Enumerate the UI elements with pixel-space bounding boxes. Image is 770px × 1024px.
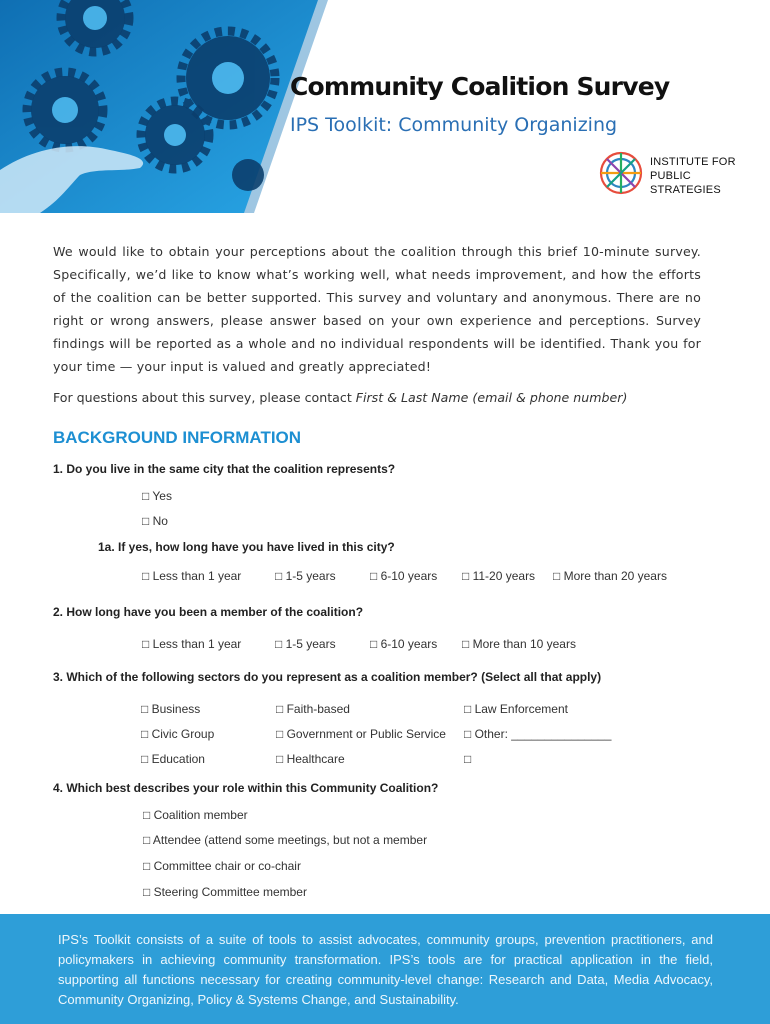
option-6-10-years[interactable]: □ 6-10 years (370, 569, 438, 583)
question-1a: 1a. If yes, how long have you have lived in this city? (98, 540, 395, 554)
question-4: 4. Which best describes your role within this Community Coalition? (53, 781, 439, 795)
option-government[interactable]: □ Government or Public Service (276, 727, 446, 741)
option-blank[interactable]: □ (464, 752, 472, 766)
question-3: 3. Which of the following sectors do you represent as a coalition member? (Select all that apply) (53, 670, 602, 684)
intro-paragraph: We would like to obtain your perceptions about the coalition through this brief 10-minute survey. Specifically, we’d like to know what’s working well, what needs improvement, and how the efforts of the coalition can be better supported. This survey and voluntary and anonymous. There are no right or wrong answers, please answer based on your own experience and perceptions. Survey findings will be reported as a whole and no individual respondents will be identified. Thank you for your time — your input is valued and greatly appreciated! (53, 244, 701, 374)
page-title: Community Coalition Survey (290, 72, 670, 101)
option-less-than-1-year[interactable]: □ Less than 1 year (142, 569, 242, 583)
option-1-5-years[interactable]: □ 1-5 years (275, 569, 336, 583)
option-yes[interactable]: □ Yes (142, 489, 172, 503)
option-healthcare[interactable]: □ Healthcare (276, 752, 345, 766)
footer-banner (0, 914, 770, 1024)
question-2: 2. How long have you been a member of the coalition? (53, 605, 364, 619)
option-11-20-years[interactable]: □ 11-20 years (462, 569, 536, 583)
option-1-5-years[interactable]: □ 1-5 years (275, 637, 336, 651)
contact-name: First & Last Name (email & phone number) (355, 390, 628, 405)
option-coalition-member[interactable]: □ Coalition member (143, 808, 248, 822)
option-education[interactable]: □ Education (141, 752, 205, 766)
option-attendee[interactable]: □ Attendee (attend some meetings, but not a member (143, 833, 428, 847)
option-no[interactable]: □ No (142, 514, 168, 528)
page-subtitle: IPS Toolkit: Community Organizing (290, 114, 618, 136)
contact-prefix: For questions about this survey, please contact (53, 390, 356, 405)
option-more-than-20-years[interactable]: □ More than 20 years (553, 569, 667, 583)
logo-line: INSTITUTE FOR (650, 156, 736, 168)
ips-logo (598, 150, 758, 202)
footer-text: IPS’s Toolkit consists of a suite of tools to assist advocates, community groups, prevention practitioners, and policymakers in achieving community transformation. IPS’s tools are for practical application in the field, supporting all functions necessary for creating community-level change: Research and Data, Media Advocacy, Community Organizing, Policy & Systems Change, and Sustainability. (58, 932, 713, 1007)
logo-line: STRATEGIES (650, 184, 721, 196)
option-other[interactable]: □ Other: _______________ (464, 727, 612, 741)
option-less-than-1-year[interactable]: □ Less than 1 year (142, 637, 242, 651)
option-more-than-10-years[interactable]: □ More than 10 years (462, 637, 576, 651)
option-6-10-years[interactable]: □ 6-10 years (370, 637, 438, 651)
logo-line: PUBLIC (650, 170, 691, 182)
option-business[interactable]: □ Business (141, 702, 201, 716)
question-1: 1. Do you live in the same city that the coalition represents? (53, 462, 396, 476)
logo-text (650, 155, 736, 197)
option-civic-group[interactable]: □ Civic Group (141, 727, 215, 741)
contact-line (53, 390, 627, 405)
logo-icon (598, 150, 644, 196)
option-law-enforcement[interactable]: □ Law Enforcement (464, 702, 568, 716)
section-heading: BACKGROUND INFORMATION (53, 428, 302, 447)
option-faith-based[interactable]: □ Faith-based (276, 702, 350, 716)
option-steering-committee[interactable]: □ Steering Committee member (143, 885, 307, 899)
option-committee-chair[interactable]: □ Committee chair or co-chair (143, 859, 301, 873)
